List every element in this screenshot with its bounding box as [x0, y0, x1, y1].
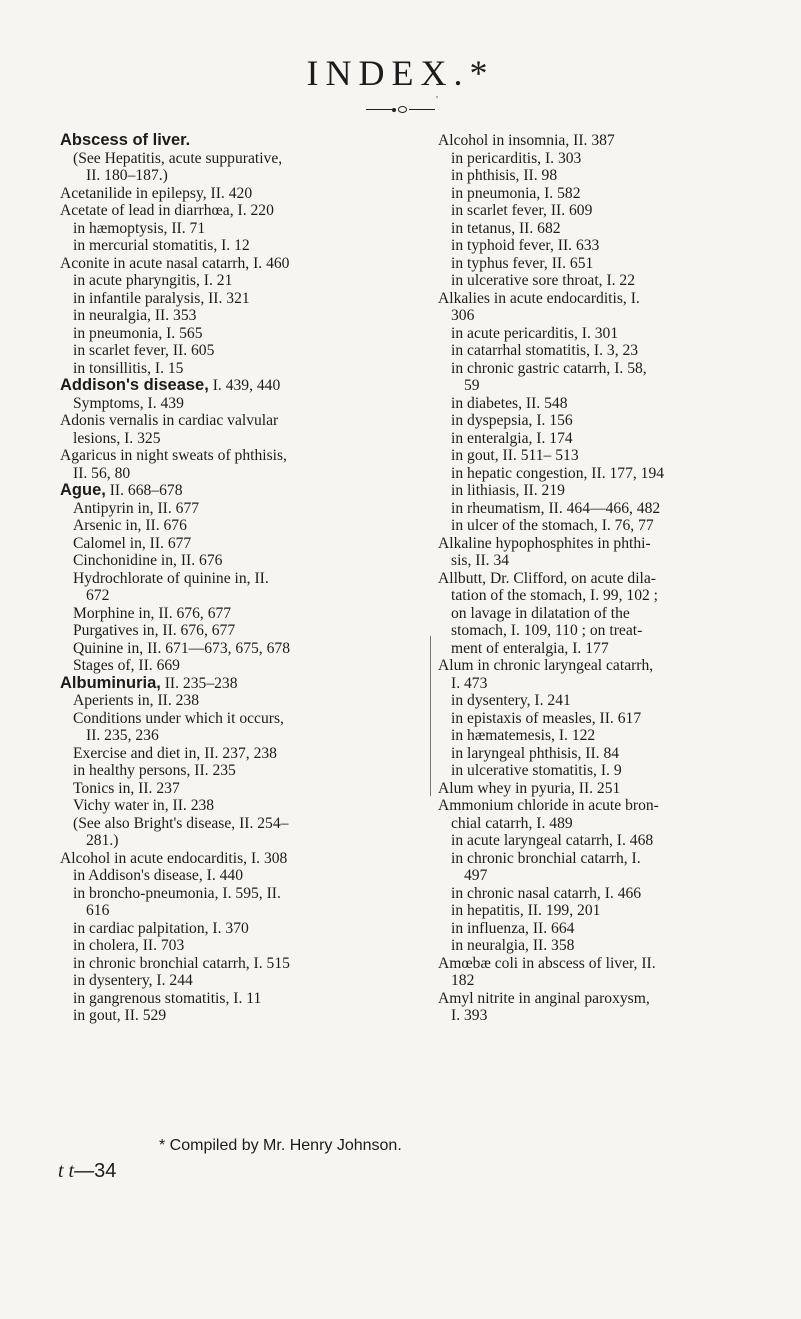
entry-continuation: II. 56, 80 — [73, 464, 131, 482]
signature-number: —34 — [74, 1160, 117, 1182]
entry-text: Alum whey in pyuria, II. 251 — [438, 779, 621, 797]
index-subentry — [60, 797, 360, 815]
index-entry — [438, 132, 738, 150]
index-subentry — [438, 255, 738, 273]
entry-continuation: I. 473 — [451, 674, 488, 692]
index-subentry — [438, 272, 738, 290]
entry-text: Conditions under which it occurs, — [73, 709, 284, 727]
entry-text: in ulcer of the stomach, I. 76, 77 — [451, 517, 654, 534]
index-subentry — [438, 745, 738, 763]
index-subentry — [438, 482, 738, 500]
signature-letters: t t — [58, 1160, 75, 1182]
entry-continuation: chial catarrh, I. 489 — [451, 814, 573, 832]
entry-text: Agaricus in night sweats of phthisis, — [60, 447, 287, 464]
entry-text: (See also Bright's disease, II. 254– — [73, 814, 289, 832]
index-subentry — [60, 307, 360, 325]
index-entry — [438, 605, 738, 623]
entry-text: Vichy water in, II. 238 — [73, 797, 215, 814]
title-ornament — [0, 106, 801, 113]
entry-text: in gout, II. 529 — [73, 1007, 167, 1024]
entry-text: in lithiasis, II. 219 — [451, 482, 565, 499]
index-subentry — [438, 237, 738, 255]
entry-text: in laryngeal phthisis, II. 84 — [451, 744, 620, 762]
entry-continuation: lesions, I. 325 — [73, 429, 161, 447]
heading-reference: II. 235–238 — [160, 674, 238, 692]
index-subentry — [438, 395, 738, 413]
entry-text: in typhus fever, II. 651 — [451, 254, 594, 272]
entry-text: in acute pericarditis, I. 301 — [451, 324, 619, 342]
index-subentry — [438, 920, 738, 938]
entry-text: in enteralgia, I. 174 — [451, 429, 573, 447]
entry-text: in pneumonia, I. 565 — [73, 324, 203, 342]
index-subentry — [60, 815, 360, 850]
index-entry — [60, 412, 360, 447]
entry-text: in neuralgia, II. 358 — [451, 937, 575, 954]
index-subentry — [60, 692, 360, 710]
index-heading — [60, 377, 360, 395]
index-heading — [60, 132, 360, 150]
entry-text: in acute pharyngitis, I. 21 — [73, 272, 233, 289]
entry-text: in scarlet fever, II. 609 — [451, 202, 593, 219]
entry-text: Morphine in, II. 676, 677 — [73, 604, 232, 622]
index-subentry — [60, 237, 360, 255]
entry-text: Exercise and diet in, II. 237, 238 — [73, 744, 277, 762]
entry-text: in tonsillitis, I. 15 — [73, 359, 184, 377]
entry-continuation: 281.) — [86, 832, 119, 849]
entry-text: Antipyrin in, II. 677 — [73, 499, 200, 517]
index-subentry — [438, 412, 738, 430]
index-subentry — [60, 290, 360, 308]
index-subentry — [60, 325, 360, 343]
stray-mark: ' — [436, 94, 438, 106]
entry-text: Alcohol in acute endocarditis, I. 308 — [60, 849, 288, 867]
entry-text: in chronic gastric catarrh, I. 58, — [451, 359, 647, 377]
entry-text: in chronic bronchial catarrh, I. 515 — [73, 954, 290, 972]
index-subentry — [60, 552, 360, 570]
entry-text: in ulcerative sore throat, I. 22 — [451, 272, 636, 289]
entry-text: Calomel in, II. 677 — [73, 534, 192, 552]
index-subentry — [60, 150, 360, 185]
index-subentry — [60, 710, 360, 745]
index-heading — [60, 482, 360, 500]
index-subentry — [60, 955, 360, 973]
entry-text: in phthisis, II. 98 — [451, 167, 558, 184]
index-subentry — [438, 185, 738, 203]
index-subentry — [60, 517, 360, 535]
index-subentry — [60, 990, 360, 1008]
index-subentry — [438, 325, 738, 343]
heading-term: Albuminuria, — [60, 673, 161, 692]
entry-text: Alkalies in acute endocarditis, I. — [438, 289, 640, 307]
index-subentry — [60, 605, 360, 623]
index-subentry — [438, 885, 738, 903]
index-subentry — [438, 902, 738, 920]
index-subentry — [438, 430, 738, 448]
entry-text: stomach, I. 109, 110 ; on treat- — [451, 622, 643, 639]
index-subentry — [60, 762, 360, 780]
entry-text: in typhoid fever, II. 633 — [451, 237, 600, 254]
entry-text: in rheumatism, II. 464—466, 482 — [451, 499, 661, 517]
entry-text: in hæmatemesis, I. 122 — [451, 727, 596, 744]
index-subentry — [60, 500, 360, 518]
index-subentry — [60, 220, 360, 238]
index-entry — [60, 185, 360, 203]
entry-text: Acetanilide in epilepsy, II. 420 — [60, 184, 253, 202]
index-subentry — [438, 832, 738, 850]
entry-text: Cinchonidine in, II. 676 — [73, 552, 223, 569]
entry-continuation: sis, II. 34 — [451, 552, 510, 569]
index-subentry — [438, 342, 738, 360]
index-entry — [60, 850, 360, 868]
entry-text: on lavage in dilatation of the — [451, 604, 630, 622]
index-entry — [438, 535, 738, 570]
index-subentry — [438, 710, 738, 728]
entry-continuation: 497 — [464, 867, 488, 884]
index-title: INDEX.* — [306, 53, 495, 93]
index-subentry — [60, 640, 360, 658]
index-subentry — [438, 465, 738, 483]
index-entry — [438, 797, 738, 832]
heading-reference: I. 439, 440 — [208, 377, 281, 394]
entry-continuation: tation of the stomach, I. 99, 102 ; — [451, 587, 659, 604]
heading-reference: II. 668–678 — [105, 482, 183, 499]
index-subentry — [438, 167, 738, 185]
index-column-left — [60, 132, 360, 1025]
entry-text: Alum in chronic laryngeal catarrh, — [438, 657, 654, 674]
entry-text: Purgatives in, II. 676, 677 — [73, 622, 236, 639]
entry-text: in scarlet fever, II. 605 — [73, 342, 215, 359]
index-subentry — [60, 395, 360, 413]
entry-continuation: 182 — [451, 972, 475, 989]
entry-text: Symptoms, I. 439 — [73, 394, 184, 412]
index-subentry — [60, 535, 360, 553]
index-subentry — [438, 447, 738, 465]
entry-text: Allbutt, Dr. Clifford, on acute dila- — [438, 569, 656, 587]
index-subentry — [60, 780, 360, 798]
entry-text: Alkaline hypophosphites in phthi- — [438, 534, 651, 552]
entry-text: in hæmoptysis, II. 71 — [73, 219, 206, 237]
entry-continuation: 616 — [86, 902, 110, 919]
index-heading — [60, 675, 360, 693]
index-subentry — [60, 972, 360, 990]
column-divider — [430, 636, 431, 796]
entry-text: Quinine in, II. 671—673, 675, 678 — [73, 639, 290, 657]
index-subentry — [60, 937, 360, 955]
index-entry — [438, 570, 738, 605]
index-subentry — [438, 150, 738, 168]
index-subentry — [60, 920, 360, 938]
index-entry — [438, 622, 738, 640]
index-subentry — [60, 1007, 360, 1025]
entry-text: in influenza, II. 664 — [451, 919, 575, 937]
index-subentry — [438, 727, 738, 745]
entry-text: Arsenic in, II. 676 — [73, 517, 187, 534]
index-subentry — [438, 850, 738, 885]
entry-text: in pneumonia, I. 582 — [451, 184, 581, 202]
entry-text: (See Hepatitis, acute suppurative, — [73, 149, 283, 167]
entry-text: Tonics in, II. 237 — [73, 779, 180, 797]
entry-text: Stages of, II. 669 — [73, 657, 180, 674]
footnote: * Compiled by Mr. Henry Johnson. — [159, 1137, 402, 1154]
entry-text: Adonis vernalis in cardiac valvular — [60, 412, 279, 429]
entry-text: in chronic nasal catarrh, I. 466 — [451, 884, 642, 902]
entry-text: in neuralgia, II. 353 — [73, 307, 197, 324]
entry-text: Acetate of lead in diarrhœa, I. 220 — [60, 202, 274, 219]
index-subentry — [438, 220, 738, 238]
entry-text: Aperients in, II. 238 — [73, 692, 200, 709]
index-subentry — [60, 867, 360, 885]
index-subentry — [60, 360, 360, 378]
index-subentry — [60, 272, 360, 290]
entry-continuation: 306 — [451, 307, 475, 324]
entry-text: in catarrhal stomatitis, I. 3, 23 — [451, 342, 639, 359]
index-subentry — [60, 622, 360, 640]
entry-text: Aconite in acute nasal catarrh, I. 460 — [60, 254, 290, 272]
index-subentry — [438, 937, 738, 955]
entry-text: in hepatitis, II. 199, 201 — [451, 902, 601, 919]
entry-text: Alcohol in insomnia, II. 387 — [438, 132, 615, 149]
index-subentry — [60, 885, 360, 920]
index-entry — [60, 447, 360, 482]
entry-continuation: II. 180–187.) — [86, 167, 168, 184]
entry-text: in acute laryngeal catarrh, I. 468 — [451, 832, 654, 849]
entry-text: in pericarditis, I. 303 — [451, 149, 582, 167]
entry-text: in broncho-pneumonia, I. 595, II. — [73, 884, 281, 902]
entry-text: in cholera, II. 703 — [73, 937, 185, 954]
entry-text: in cardiac palpitation, I. 370 — [73, 919, 249, 937]
heading-term: Ague, — [60, 481, 106, 499]
index-subentry — [60, 570, 360, 605]
entry-text: in tetanus, II. 682 — [451, 219, 561, 237]
index-subentry — [438, 762, 738, 780]
index-subentry — [60, 342, 360, 360]
index-column-right — [438, 132, 738, 1025]
entry-text: in infantile paralysis, II. 321 — [73, 289, 250, 307]
heading-term: Abscess of liver. — [60, 131, 191, 149]
index-entry — [438, 780, 738, 798]
entry-text: in dysentery, I. 244 — [73, 972, 193, 989]
index-subentry — [60, 657, 360, 675]
entry-text: Hydrochlorate of quinine in, II. — [73, 569, 269, 587]
entry-continuation: II. 235, 236 — [86, 727, 159, 744]
entry-text: in gangrenous stomatitis, I. 11 — [73, 989, 262, 1007]
index-entry — [60, 202, 360, 220]
index-subentry — [438, 517, 738, 535]
entry-text: Amœbæ coli in abscess of liver, II. — [438, 954, 656, 972]
entry-text: in epistaxis of measles, II. 617 — [451, 709, 642, 727]
entry-text: ment of enteralgia, I. 177 — [451, 639, 609, 657]
entry-text: in healthy persons, II. 235 — [73, 762, 236, 779]
index-entry — [60, 255, 360, 273]
entry-continuation: 59 — [464, 377, 480, 394]
entry-text: in chronic bronchial catarrh, I. — [451, 849, 641, 867]
index-entry — [438, 955, 738, 990]
index-entry — [438, 657, 738, 692]
index-entry — [438, 990, 738, 1025]
entry-continuation: I. 393 — [451, 1007, 488, 1024]
entry-text: in gout, II. 511– 513 — [451, 447, 579, 464]
index-subentry — [438, 500, 738, 518]
entry-text: Amyl nitrite in anginal paroxysm, — [438, 989, 650, 1007]
index-subentry — [438, 202, 738, 220]
entry-text: in hepatic congestion, II. 177, 194 — [451, 464, 665, 482]
entry-text: in dysentery, I. 241 — [451, 692, 571, 709]
index-entry — [438, 640, 738, 658]
index-entry — [438, 290, 738, 325]
entry-text: in diabetes, II. 548 — [451, 394, 568, 412]
index-subentry — [438, 692, 738, 710]
index-subentry — [438, 360, 738, 395]
heading-term: Addison's disease, — [60, 376, 209, 394]
entry-text: in dyspepsia, I. 156 — [451, 412, 573, 429]
entry-text: in Addison's disease, I. 440 — [73, 867, 244, 884]
entry-continuation: 672 — [86, 587, 110, 604]
entry-text: in mercurial stomatitis, I. 12 — [73, 237, 250, 254]
signature-mark — [58, 1160, 116, 1183]
entry-text: Ammonium chloride in acute bron- — [438, 797, 659, 814]
index-subentry — [60, 745, 360, 763]
entry-text: in ulcerative stomatitis, I. 9 — [451, 762, 622, 779]
